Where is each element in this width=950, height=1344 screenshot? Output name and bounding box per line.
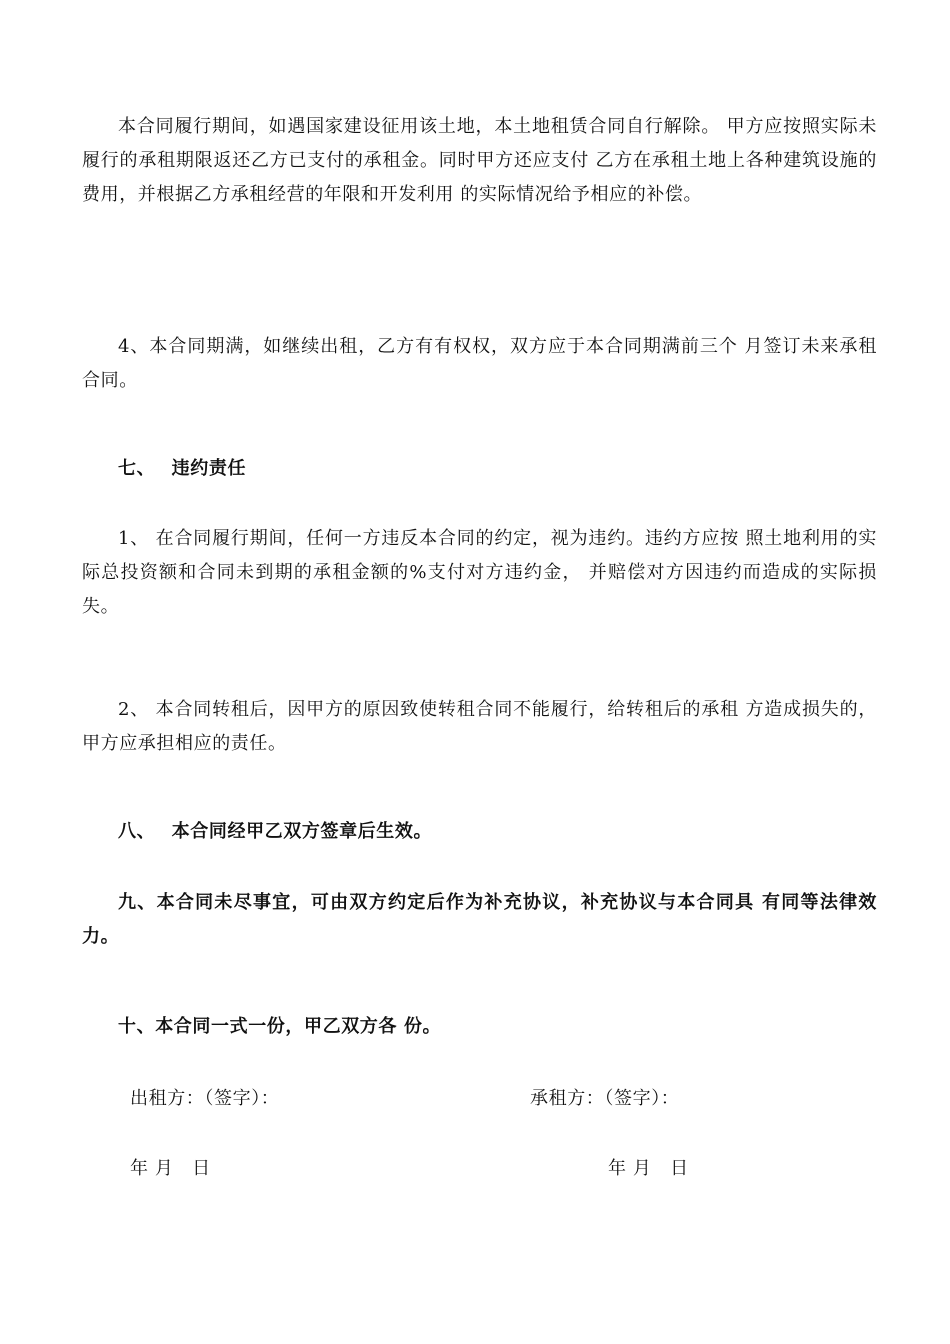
paragraph-breach-1: 1、 在合同履行期间，任何一方违反本合同的约定，视为违约。违约方应按 照土地利用的实际总投资额和合同未到期的承租金额的%支付对方违约金， 并赔偿对方因违约而造成的实际损失。 [82,528,877,617]
paragraph-breach-2: 2、 本合同转租后，因甲方的原因致使转租合同不能履行，给转租后的承租 方造成损失的，甲方应承担相应的责任。 [82,699,877,754]
paragraph-contract-expiry: 4、本合同期满，如继续出租，乙方有有权权，双方应于本合同期满前三个 月签订未来承租合同。 [82,336,877,391]
section-heading-breach: 七、 违约责任 [118,458,247,479]
section-supplement: 九、本合同未尽事宜，可由双方约定后作为补充协议，补充协议与本合同具 有同等法律效力。 [82,892,877,947]
section-effective: 八、 本合同经甲乙双方签章后生效。 [118,821,433,842]
section-copies: 十、本合同一式一份，甲乙双方各 份。 [118,1016,442,1037]
paragraph-land-requisition: 本合同履行期间，如遇国家建设征用该土地，本土地租赁合同自行解除。 甲方应按照实际未履行的承租期限返还乙方已支付的承租金。同时甲方还应支付 乙方在承租土地上各种建筑设施的费用，并根据乙方承租经营的年限和开发利用 的实际情况给予相应的补偿。 [82,116,877,205]
lessor-signature-label: 出租方：（签字）： [130,1088,280,1109]
lessee-signature-label: 承租方：（签字）： [530,1088,680,1109]
lessee-date: 年 月 日 [608,1158,689,1179]
lessor-date: 年 月 日 [130,1158,211,1179]
